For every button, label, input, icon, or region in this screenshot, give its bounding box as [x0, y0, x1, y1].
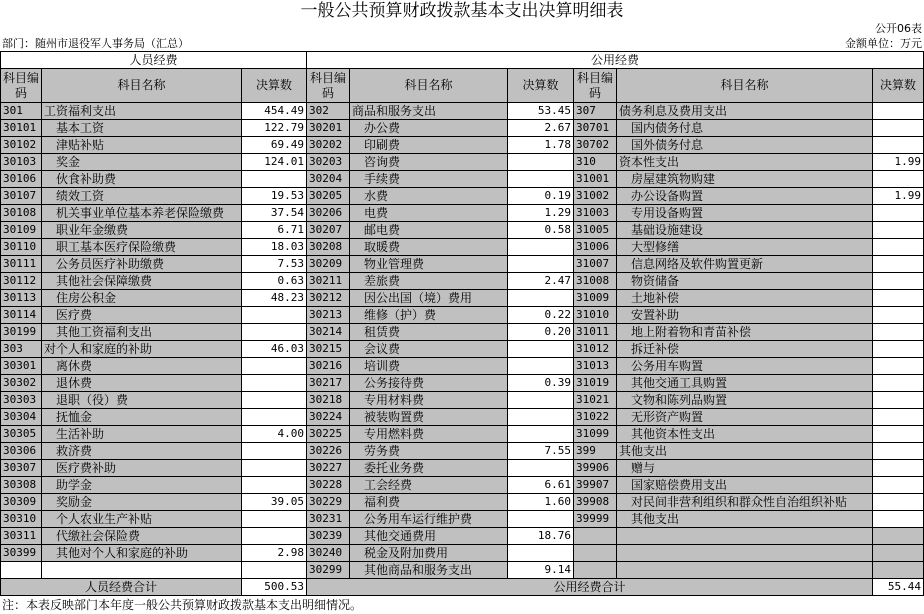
personnel-amount: 454.49: [242, 103, 307, 120]
amount-unit-label: 金额单位：万元: [845, 37, 922, 50]
public-a-subject-code: 30212: [307, 290, 350, 307]
public-a-amount: [508, 239, 574, 256]
public-b-subject-name: 文物和陈列品购置: [617, 392, 873, 409]
public-total-label: 公用经费合计: [307, 579, 873, 596]
personnel-subject-name: 医疗费: [42, 307, 242, 324]
personnel-amount: [242, 443, 307, 460]
personnel-amount: 7.53: [242, 256, 307, 273]
public-a-subject-code: 30202: [307, 137, 350, 154]
personnel-subject-code: 30107: [1, 188, 42, 205]
personnel-amount: [242, 171, 307, 188]
personnel-subject-code: 30114: [1, 307, 42, 324]
public-b-amount-header: 决算数: [873, 69, 924, 103]
public-b-subject-name: 其他资本性支出: [617, 426, 873, 443]
personnel-subject-name: 住房公积金: [42, 290, 242, 307]
public-b-subject-code: 310: [574, 154, 617, 171]
personnel-subject-code: 30113: [1, 290, 42, 307]
public-b-subject-name: 其他交通工具购置: [617, 375, 873, 392]
public-a-amount: [508, 171, 574, 188]
personnel-subject-name: 公务员医疗补助缴费: [42, 256, 242, 273]
public-a-subject-code: 30203: [307, 154, 350, 171]
public-a-amount: 0.22: [508, 307, 574, 324]
public-a-amount: [508, 545, 574, 562]
public-a-subject-name: 印刷费: [350, 137, 508, 154]
personnel-subject-code: 30302: [1, 375, 42, 392]
public-b-empty-cell: [574, 562, 617, 579]
personnel-subject-name: 对个人和家庭的补助: [42, 341, 242, 358]
public-b-subject-code: 31007: [574, 256, 617, 273]
public-a-subject-name: 租赁费: [350, 324, 508, 341]
public-a-amount: 7.55: [508, 443, 574, 460]
public-a-subject-name: 税金及附加费用: [350, 545, 508, 562]
public-a-subject-name: 因公出国（境）费用: [350, 290, 508, 307]
footnote: 注：本表反映部门本年度一般公共预算财政拨款基本支出明细情况。: [2, 598, 363, 612]
public-a-subject-name: 公务接待费: [350, 375, 508, 392]
public-b-empty-cell: [617, 562, 873, 579]
public-a-subject-name: 福利费: [350, 494, 508, 511]
public-b-empty-cell: [574, 528, 617, 545]
public-a-subject-name: 物业管理费: [350, 256, 508, 273]
public-a-subject-code: 30227: [307, 460, 350, 477]
personnel-subject-name: 其他社会保障缴费: [42, 273, 242, 290]
personnel-subject-code: 30199: [1, 324, 42, 341]
public-b-empty-cell: [617, 545, 873, 562]
public-b-subject-code: 30701: [574, 120, 617, 137]
personnel-subject-name: 离休费: [42, 358, 242, 375]
personnel-subject-name: 基本工资: [42, 120, 242, 137]
public-a-amount: 2.67: [508, 120, 574, 137]
personnel-subject-code: 30304: [1, 409, 42, 426]
personnel-amount: 39.05: [242, 494, 307, 511]
public-a-amount: 9.14: [508, 562, 574, 579]
personnel-amount: [242, 392, 307, 409]
public-a-subject-code: 30201: [307, 120, 350, 137]
public-a-amount: [508, 460, 574, 477]
personnel-subject-name: 医疗费补助: [42, 460, 242, 477]
public-a-amount: [508, 511, 574, 528]
personnel-amount: 48.23: [242, 290, 307, 307]
personnel-empty-cell: [242, 562, 307, 579]
public-b-subject-code: 31019: [574, 375, 617, 392]
personnel-amount: [242, 358, 307, 375]
public-a-subject-code: 30205: [307, 188, 350, 205]
public-a-amount-header: 决算数: [508, 69, 574, 103]
public-b-empty-cell: [873, 562, 924, 579]
public-b-amount: [873, 103, 924, 120]
personnel-amount: [242, 375, 307, 392]
public-b-empty-cell: [617, 528, 873, 545]
personnel-subject-name: 退休费: [42, 375, 242, 392]
public-b-subject-code: 31006: [574, 239, 617, 256]
public-a-subject-code: 30204: [307, 171, 350, 188]
public-a-name-header: 科目名称: [350, 69, 508, 103]
public-a-subject-code: 30299: [307, 562, 350, 579]
personnel-subject-code: 30399: [1, 545, 42, 562]
personnel-empty-cell: [1, 562, 42, 579]
public-a-subject-code: 30231: [307, 511, 350, 528]
personnel-total-amount: 500.53: [242, 579, 307, 596]
public-b-subject-code: 31010: [574, 307, 617, 324]
personnel-subject-name: 绩效工资: [42, 188, 242, 205]
public-b-amount: [873, 239, 924, 256]
public-a-amount: 53.45: [508, 103, 574, 120]
public-a-subject-name: 商品和服务支出: [350, 103, 508, 120]
public-a-amount: [508, 426, 574, 443]
public-b-subject-code: 31008: [574, 273, 617, 290]
public-b-amount: [873, 375, 924, 392]
personnel-subject-name: 奖金: [42, 154, 242, 171]
public-b-code-header: 科目编码: [574, 69, 617, 103]
public-a-subject-code: 30240: [307, 545, 350, 562]
public-b-subject-code: 399: [574, 443, 617, 460]
public-b-subject-name: 地上附着物和青苗补偿: [617, 324, 873, 341]
personnel-amount: 6.71: [242, 222, 307, 239]
public-a-subject-name: 专用燃料费: [350, 426, 508, 443]
public-b-empty-cell: [873, 545, 924, 562]
public-b-amount: [873, 307, 924, 324]
personnel-amount: 46.03: [242, 341, 307, 358]
personnel-total-label: 人员经费合计: [1, 579, 242, 596]
public-b-subject-code: 31012: [574, 341, 617, 358]
personnel-amount: 69.49: [242, 137, 307, 154]
personnel-subject-code: 30301: [1, 358, 42, 375]
personnel-amount-header: 决算数: [242, 69, 307, 103]
public-a-subject-name: 培训费: [350, 358, 508, 375]
public-b-amount: [873, 120, 924, 137]
public-b-subject-code: 39999: [574, 511, 617, 528]
public-a-subject-code: 30214: [307, 324, 350, 341]
public-b-subject-name: 办公设备购置: [617, 188, 873, 205]
public-group-header: 公用经费: [307, 52, 924, 69]
public-a-subject-name: 水费: [350, 188, 508, 205]
public-a-amount: 0.19: [508, 188, 574, 205]
public-b-amount: [873, 171, 924, 188]
public-b-subject-name: 国家赔偿费用支出: [617, 477, 873, 494]
public-b-subject-code: 31022: [574, 409, 617, 426]
public-b-subject-code: 31009: [574, 290, 617, 307]
public-a-subject-code: 30239: [307, 528, 350, 545]
personnel-amount: [242, 409, 307, 426]
public-a-amount: 18.76: [508, 528, 574, 545]
public-b-subject-name: 公务用车购置: [617, 358, 873, 375]
personnel-subject-code: 30306: [1, 443, 42, 460]
personnel-amount: [242, 324, 307, 341]
public-b-amount: [873, 222, 924, 239]
personnel-subject-code: 30311: [1, 528, 42, 545]
public-b-subject-name: 安置补助: [617, 307, 873, 324]
public-b-subject-code: 307: [574, 103, 617, 120]
public-b-subject-code: 31001: [574, 171, 617, 188]
public-b-amount: [873, 443, 924, 460]
public-b-subject-name: 其他支出: [617, 443, 873, 460]
public-b-subject-code: 31099: [574, 426, 617, 443]
public-b-amount: [873, 392, 924, 409]
personnel-amount: [242, 460, 307, 477]
public-a-subject-code: 302: [307, 103, 350, 120]
public-b-empty-cell: [873, 528, 924, 545]
public-a-subject-code: 30228: [307, 477, 350, 494]
personnel-subject-name: 其他对个人和家庭的补助: [42, 545, 242, 562]
public-a-subject-code: 30226: [307, 443, 350, 460]
public-a-subject-name: 办公费: [350, 120, 508, 137]
personnel-subject-name: 退职（役）费: [42, 392, 242, 409]
public-b-subject-name: 资本性支出: [617, 154, 873, 171]
public-a-amount: 1.29: [508, 205, 574, 222]
public-b-amount: [873, 256, 924, 273]
personnel-subject-name: 代缴社会保险费: [42, 528, 242, 545]
public-a-amount: 1.78: [508, 137, 574, 154]
personnel-subject-name: 生活补助: [42, 426, 242, 443]
public-b-amount: [873, 290, 924, 307]
public-a-subject-code: 30207: [307, 222, 350, 239]
public-b-subject-name: 对民间非营利组织和群众性自治组织补贴: [617, 494, 873, 511]
public-b-subject-code: 31013: [574, 358, 617, 375]
public-b-subject-code: 31011: [574, 324, 617, 341]
personnel-empty-cell: [42, 562, 242, 579]
public-a-subject-code: 30206: [307, 205, 350, 222]
public-b-subject-name: 信息网络及软件购置更新: [617, 256, 873, 273]
public-b-amount: [873, 205, 924, 222]
personnel-subject-code: 30308: [1, 477, 42, 494]
personnel-subject-name: 工资福利支出: [42, 103, 242, 120]
personnel-subject-name: 个人农业生产补贴: [42, 511, 242, 528]
public-b-amount: [873, 426, 924, 443]
report-title: 一般公共预算财政拨款基本支出决算明细表: [300, 1, 624, 21]
public-b-amount: [873, 273, 924, 290]
public-b-amount: 1.99: [873, 188, 924, 205]
public-a-subject-name: 公务用车运行维护费: [350, 511, 508, 528]
public-b-empty-cell: [574, 545, 617, 562]
public-b-subject-code: 39907: [574, 477, 617, 494]
public-b-subject-name: 基础设施建设: [617, 222, 873, 239]
personnel-amount: [242, 477, 307, 494]
public-a-subject-code: 30208: [307, 239, 350, 256]
public-a-subject-name: 委托业务费: [350, 460, 508, 477]
public-b-amount: [873, 511, 924, 528]
public-a-subject-name: 邮电费: [350, 222, 508, 239]
public-a-code-header: 科目编码: [307, 69, 350, 103]
personnel-amount: 122.79: [242, 120, 307, 137]
public-b-amount: [873, 324, 924, 341]
public-a-amount: [508, 256, 574, 273]
public-total-amount: 55.44: [873, 579, 924, 596]
personnel-subject-code: 30305: [1, 426, 42, 443]
public-b-subject-name: 其他支出: [617, 511, 873, 528]
public-a-subject-code: 30217: [307, 375, 350, 392]
public-a-subject-code: 30224: [307, 409, 350, 426]
personnel-subject-code: 30307: [1, 460, 42, 477]
public-b-subject-code: 31003: [574, 205, 617, 222]
public-b-subject-code: 30702: [574, 137, 617, 154]
public-a-subject-code: 30215: [307, 341, 350, 358]
public-a-subject-name: 其他交通费用: [350, 528, 508, 545]
public-b-subject-code: 39908: [574, 494, 617, 511]
personnel-subject-code: 301: [1, 103, 42, 120]
public-a-subject-name: 维修（护）费: [350, 307, 508, 324]
public-b-subject-code: 31021: [574, 392, 617, 409]
personnel-subject-name: 津贴补贴: [42, 137, 242, 154]
public-b-name-header: 科目名称: [617, 69, 873, 103]
personnel-subject-code: 30309: [1, 494, 42, 511]
public-a-subject-code: 30225: [307, 426, 350, 443]
personnel-amount: 124.01: [242, 154, 307, 171]
public-a-subject-name: 咨询费: [350, 154, 508, 171]
public-b-subject-name: 房屋建筑物购建: [617, 171, 873, 188]
personnel-subject-name: 救济费: [42, 443, 242, 460]
public-b-amount: 1.99: [873, 154, 924, 171]
public-b-subject-name: 赠与: [617, 460, 873, 477]
public-a-subject-name: 电费: [350, 205, 508, 222]
personnel-subject-name: 助学金: [42, 477, 242, 494]
public-a-amount: [508, 341, 574, 358]
public-b-subject-name: 国外债务付息: [617, 137, 873, 154]
personnel-subject-name: 职业年金缴费: [42, 222, 242, 239]
personnel-amount: [242, 511, 307, 528]
public-a-subject-name: 差旅费: [350, 273, 508, 290]
personnel-amount: [242, 528, 307, 545]
personnel-subject-code: 30303: [1, 392, 42, 409]
personnel-amount: 18.03: [242, 239, 307, 256]
form-number: 公开06表: [875, 22, 922, 35]
public-a-subject-name: 会议费: [350, 341, 508, 358]
personnel-subject-code: 30109: [1, 222, 42, 239]
personnel-subject-name: 职工基本医疗保险缴费: [42, 239, 242, 256]
personnel-amount: 4.00: [242, 426, 307, 443]
public-a-subject-name: 被装购置费: [350, 409, 508, 426]
public-a-subject-name: 工会经费: [350, 477, 508, 494]
personnel-subject-code: 30103: [1, 154, 42, 171]
public-b-amount: [873, 341, 924, 358]
personnel-subject-code: 30310: [1, 511, 42, 528]
public-a-amount: [508, 290, 574, 307]
department-label: 部门：随州市退役军人事务局（汇总）: [2, 37, 189, 50]
public-a-amount: 0.20: [508, 324, 574, 341]
personnel-subject-code: 30101: [1, 120, 42, 137]
public-b-subject-name: 专用设备购置: [617, 205, 873, 222]
public-a-amount: 0.58: [508, 222, 574, 239]
public-b-amount: [873, 409, 924, 426]
personnel-amount: [242, 307, 307, 324]
public-b-subject-name: 国内债务付息: [617, 120, 873, 137]
public-a-subject-code: 30216: [307, 358, 350, 375]
public-a-subject-name: 其他商品和服务支出: [350, 562, 508, 579]
personnel-subject-code: 30106: [1, 171, 42, 188]
personnel-name-header: 科目名称: [42, 69, 242, 103]
public-b-subject-name: 大型修缮: [617, 239, 873, 256]
personnel-subject-code: 303: [1, 341, 42, 358]
personnel-group-header: 人员经费: [1, 52, 307, 69]
personnel-amount: 0.63: [242, 273, 307, 290]
public-a-subject-name: 手续费: [350, 171, 508, 188]
personnel-subject-code: 30102: [1, 137, 42, 154]
public-b-subject-name: 债务利息及费用支出: [617, 103, 873, 120]
public-a-subject-code: 30211: [307, 273, 350, 290]
personnel-amount: 2.98: [242, 545, 307, 562]
public-b-amount: [873, 358, 924, 375]
public-a-amount: 6.61: [508, 477, 574, 494]
public-a-amount: 2.47: [508, 273, 574, 290]
public-b-subject-name: 拆迁补偿: [617, 341, 873, 358]
public-a-amount: 1.60: [508, 494, 574, 511]
public-a-subject-code: 30229: [307, 494, 350, 511]
personnel-amount: 37.54: [242, 205, 307, 222]
public-b-subject-code: 31005: [574, 222, 617, 239]
public-b-amount: [873, 477, 924, 494]
public-a-amount: [508, 409, 574, 426]
public-a-subject-name: 专用材料费: [350, 392, 508, 409]
public-a-amount: [508, 358, 574, 375]
public-b-subject-code: 39906: [574, 460, 617, 477]
personnel-amount: 19.53: [242, 188, 307, 205]
public-a-amount: [508, 392, 574, 409]
public-b-amount: [873, 460, 924, 477]
personnel-subject-code: 30112: [1, 273, 42, 290]
personnel-code-header: 科目编码: [1, 69, 42, 103]
personnel-subject-code: 30110: [1, 239, 42, 256]
personnel-subject-name: 抚恤金: [42, 409, 242, 426]
public-b-subject-name: 土地补偿: [617, 290, 873, 307]
public-a-subject-name: 劳务费: [350, 443, 508, 460]
personnel-subject-name: 其他工资福利支出: [42, 324, 242, 341]
personnel-subject-name: 机关事业单位基本养老保险缴费: [42, 205, 242, 222]
personnel-subject-code: 30111: [1, 256, 42, 273]
public-b-amount: [873, 137, 924, 154]
public-a-subject-code: 30213: [307, 307, 350, 324]
public-a-subject-name: 取暖费: [350, 239, 508, 256]
expense-detail-table: [0, 51, 924, 596]
personnel-subject-code: 30108: [1, 205, 42, 222]
public-b-subject-name: 无形资产购置: [617, 409, 873, 426]
public-a-subject-code: 30209: [307, 256, 350, 273]
public-b-amount: [873, 494, 924, 511]
public-a-amount: [508, 154, 574, 171]
personnel-subject-name: 伙食补助费: [42, 171, 242, 188]
public-a-amount: 0.39: [508, 375, 574, 392]
personnel-subject-name: 奖励金: [42, 494, 242, 511]
public-b-subject-code: 31002: [574, 188, 617, 205]
public-b-subject-name: 物资储备: [617, 273, 873, 290]
public-a-subject-code: 30218: [307, 392, 350, 409]
